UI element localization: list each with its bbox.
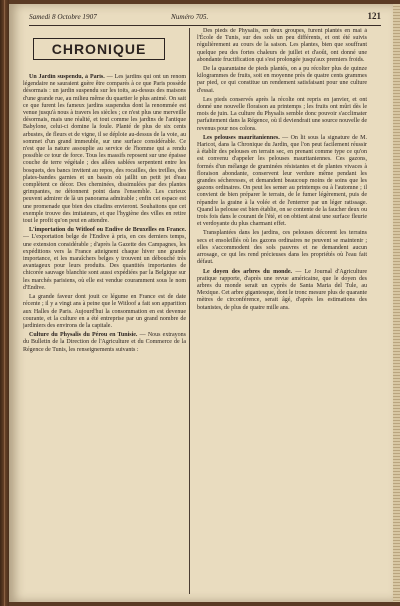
article-text: Des pieds de Physalis, en deux groupes, furent plantés en mai à l'École de Tunis, sur des sols un peu différents, et ont été suivis régulièrement au cours de la saison. Les plantes, bien que souffrant quelque peu des fortes chaleurs de juillet et d'août, ont donné une abondante fructification qui s'est prolongée jusqu'aux premiers froids. — [197, 28, 367, 63]
article-heading: Culture du Physalis du Pérou en Tunisie. — [29, 332, 138, 339]
right-column — [197, 28, 367, 594]
spine-stripe — [4, 0, 5, 606]
right-column-body — [197, 28, 367, 594]
article-paragraph — [197, 28, 367, 64]
article-paragraph — [197, 135, 367, 229]
article-heading: L'importation du Witloof ou Endive de Bruxelles en France. — [29, 227, 186, 234]
article-text: — On lit sous la signature de M. Haricot, dans la Chronique du Jardin, que l'on peut facilement réussir à établir des pelouses en terrain sec, en prenant comme type ce qu'on est convenu d'appeler les pelouses mauritaniennes. Ces gazons, formés d'un mélange de graminées résistantes et de plantes vivaces à floraison abondante, conservent leur verdure même pendant les grandes sécheresses, et demandent beaucoup moins de soins que les gazons ordinaires. On peut les semer au printemps ou à l'automne ; il convient de bien préparer le terrain, de le fumer légèrement, puis de répandre la graine à la volée et de l'enterrer par un léger ratissage. Quand la pelouse est bien établie, on se contente de la faucher deux ou trois fois dans le courant de l'été, et on obtient ainsi une surface fleurie et verdoyante du plus charmant effet. — [197, 134, 367, 228]
article-paragraph — [197, 66, 367, 95]
article-paragraph — [23, 332, 186, 354]
article-paragraph — [23, 227, 186, 292]
article-heading: Le doyen des arbres du monde. — [203, 268, 292, 275]
article-paragraph — [23, 74, 186, 225]
column-divider — [189, 28, 190, 594]
article-text: — Nous extrayons du Bulletin de la Direction de l'Agriculture et du Commerce de la Régence de Tunis, les renseignements suivants : — [23, 332, 186, 353]
article-text: — Les jardins qui ont un renom légendaire ne sauraient guère être comparés à ce que Paris possède désormais : un jardin suspendu sur les toits, au-dessus des maisons d'une grande rue, au milieu même du quartier le plus animé. On sait ce que furent les fameux jardins suspendus dont la renommée est venue jusqu'à nous à travers les siècles ; ce n'est plus une merveille désormais, mais une réalité, et tout comme les jardins de l'antique Babylone, celui-ci domine la foule. Planté de plus de six cents arbustes, de fleurs et de vigne, il se déploie au-dessus de la voie, au sommet d'un grand immeuble, sur une surface considérable. Ce n'est que la nature assouplie au service de l'homme qui a rendu possible ce tour de force. Tous les massifs reposent sur une épaisse couche de terre végétale ; des allées sablées serpentent entre les bosquets, des bancs invitent au repos, des rocailles, des treilles, des plates-bandes garnies et un bassin où jaillit un petit jet d'eau complètent ce décor. Des cheminées, dissimulées par des plantes grimpantes, ne détonnent point dans l'ensemble. Les curieux peuvent admirer de là un panorama admirable ; enfin cet espace est une promenade que bien des citadins envieront. Souhaitons que cet exemple trouve des imitateurs, et que l'hygiène des villes en retire tout le profit qu'on peut en attendre. — [23, 74, 186, 225]
header-issue-number: Numéro 705. — [171, 13, 209, 21]
article-text: De la quarantaine de pieds plantés, on a pu récolter plus de quinze kilogrammes de fruits, soit en moyenne près de quatre cents grammes par pied, ce qui constitue un rendement satisfaisant pour une culture d'essai. — [197, 66, 367, 94]
article-paragraph — [23, 294, 186, 330]
article-paragraph — [197, 230, 367, 266]
left-column-body — [23, 74, 186, 602]
article-text: Les pieds conservés après la récolte ont repris en janvier, et ont donné une nouvelle floraison au printemps ; les fruits ont mûri dès le mois de juin. La culture du Physalis semble donc pouvoir s'acclimater parfaitement dans la Régence, où il deviendrait une source nouvelle de revenus pour nos colons. — [197, 96, 367, 132]
book-spine — [0, 0, 9, 606]
article-heading: Les pelouses mauritaniennes. — [203, 134, 280, 141]
left-column — [23, 28, 186, 602]
page-edge — [393, 4, 400, 602]
header-date: Samedi 8 Octobre 1907 — [29, 13, 97, 21]
article-text: — Le Journal d'Agriculture pratique rapporte, d'après une revue américaine, que le doyen des arbres du monde serait un cyprès de Santa Maria del Tule, au Mexique. Cet arbre gigantesque, dont le tronc mesure plus de quarante mètres de circonférence, serait âgé, d'après les estimations des botanistes, de plus de quatre mille ans. — [197, 268, 367, 311]
article-paragraph — [197, 97, 367, 133]
article-text: La grande faveur dont jouit ce légume en France est de date récente ; il y a vingt ans à peine que le Witloof a fait son apparition aux Halles de Paris. Aujourd'hui la consommation en est devenue courante, et la culture en a été entreprise par un grand nombre de jardiniers des environs de la capitale. — [23, 294, 186, 329]
journal-page — [9, 4, 393, 602]
header-page-number: 121 — [367, 11, 381, 21]
article-text: Transplantées dans les jardins, ces pelouses décorent les terrains secs et ensoleillés où les gazons ordinaires ne peuvent se maintenir ; elles s'accommodent des sols pauvres et ne demandent aucun arrosage, ce qui les rend précieuses dans les propriétés où l'eau fait défaut. — [197, 230, 367, 266]
article-heading: Un Jardin suspendu, à Paris. — [29, 74, 105, 80]
article-paragraph — [197, 269, 367, 312]
running-header — [29, 13, 381, 26]
article-text: — L'exportation belge de l'Endive à pris, en ces derniers temps, une extension considérable ; d'après la Gazette des Campagnes, les expéditions vers la France atteignent chaque hiver une grande importance, et les maraîchers belges y trouvent un débouché très avantageux pour leurs produits. Des quantités importantes de chicorée sauvage blanchie sont aussi expédiées par la Belgique sur les marchés parisiens, où elle est vendue couramment sous le nom d'Endive. — [23, 234, 186, 291]
section-title: CHRONIQUE — [33, 38, 165, 60]
